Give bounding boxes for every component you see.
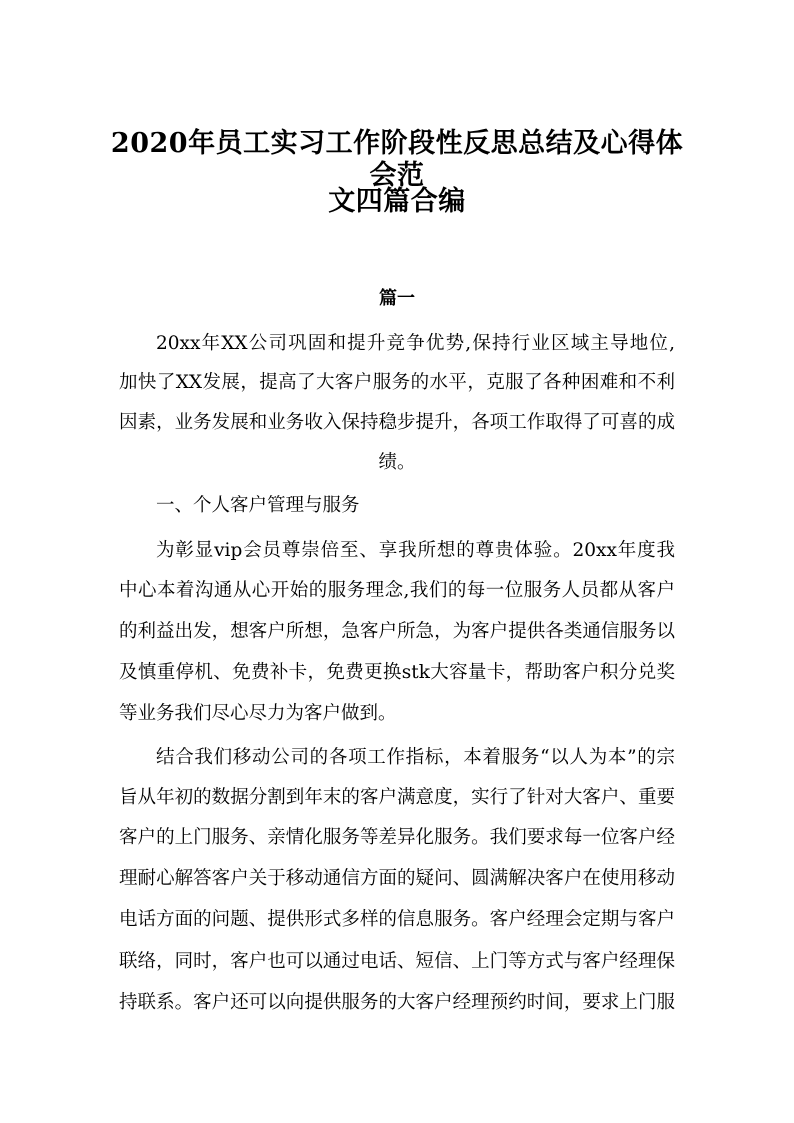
paragraph-4-line-3: 客户的上门服务、亲情化服务等差异化服务。我们要求每一位客户经 <box>119 827 675 848</box>
paragraph-1-line-3: 因素，业务发展和业务收入保持稳步提升，各项工作取得了可喜的成 <box>119 412 675 433</box>
paragraph-1-line-1: 20xx年XX公司巩固和提升竞争优势,保持行业区域主导地位, <box>156 333 675 354</box>
paragraph-3-line-3: 的利益出发，想客户所想，急客户所急，为客户提供各类通信服务以 <box>119 621 675 642</box>
subsection-heading: 一、个人客户管理与服务 <box>156 495 360 516</box>
paragraph-4-line-1: 结合我们移动公司的各项工作指标，本着服务“以人为本”的宗 <box>156 747 675 768</box>
paragraph-1-line-2: 加快了XX发展，提高了大客户服务的水平，克服了各种困难和不利 <box>119 372 675 393</box>
paragraph-4-line-5: 电话方面的问题、提供形式多样的信息服务。客户经理会定期与客户 <box>119 909 675 930</box>
paragraph-3-line-2: 中心本着沟通从心开始的服务理念,我们的每一位服务人员都从客户 <box>119 580 675 601</box>
paragraph-1-line-4: 绩。 <box>378 452 416 473</box>
document-title-line-2: 文四篇合编 <box>328 186 466 217</box>
paragraph-3-line-5: 等业务我们尽心尽力为客户做到。 <box>119 703 397 724</box>
paragraph-3-line-1: 为彰显vip会员尊崇倍至、享我所想的尊贵体验。20xx年度我 <box>156 540 675 561</box>
paragraph-4-line-7: 持联系。客户还可以向提供服务的大客户经理预约时间，要求上门服 <box>119 992 675 1013</box>
paragraph-4-line-6: 联络，同时，客户也可以通过电话、短信、上门等方式与客户经理保 <box>119 951 675 972</box>
document-title-line-1: 2020年员工实习工作阶段性反思总结及心得体会范 <box>110 128 684 191</box>
section-heading: 篇一 <box>379 288 415 309</box>
paragraph-3-line-4: 及慎重停机、免费补卡，免费更换stk大容量卡，帮助客户积分兑奖 <box>119 662 675 683</box>
paragraph-4-line-4: 理耐心解答客户关于移动通信方面的疑问、圆满解决客户在使用移动 <box>119 868 675 889</box>
paragraph-4-line-2: 旨从年初的数据分割到年末的客户满意度，实行了针对大客户、重要 <box>119 787 675 808</box>
